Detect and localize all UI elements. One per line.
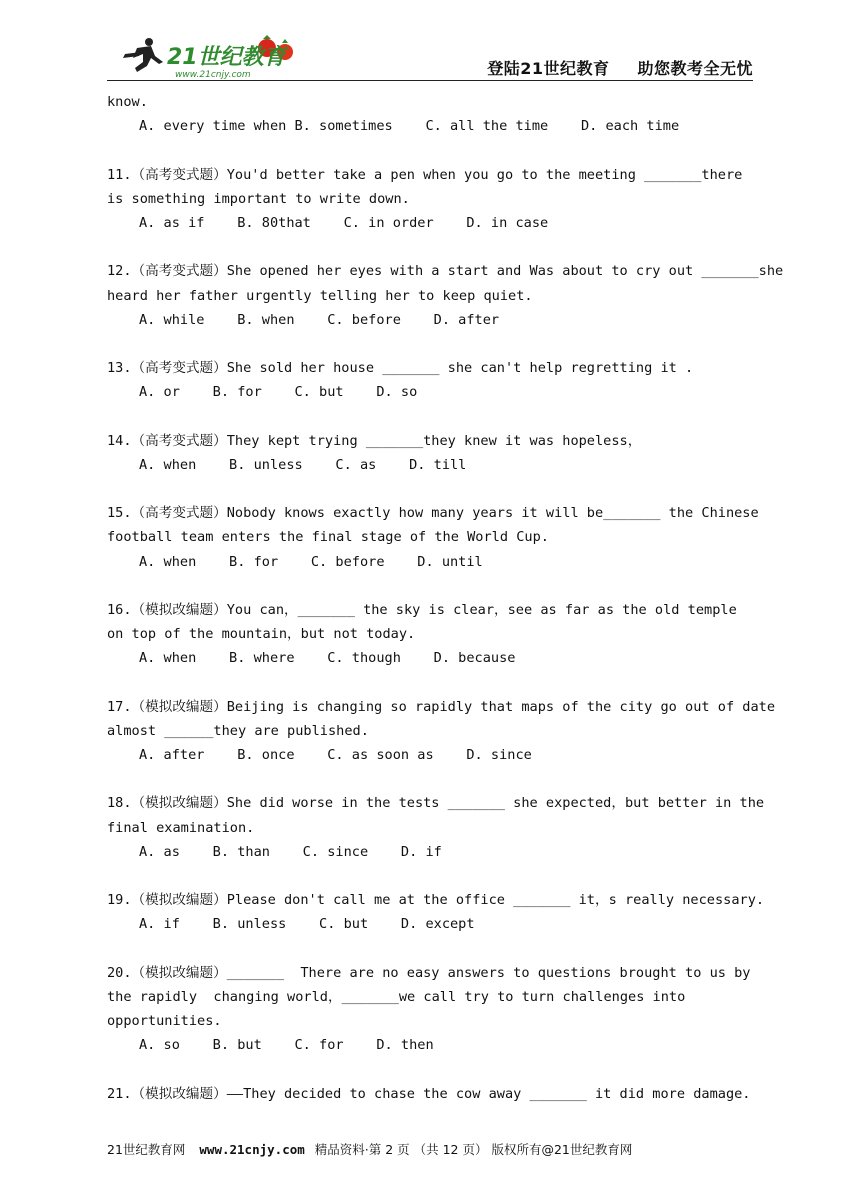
- footer-site: 21世纪教育网: [107, 1142, 186, 1157]
- logo-text: 21世纪教育: [167, 45, 286, 70]
- slogan-left: 登陆21世纪教育: [487, 59, 610, 78]
- question-options: A. when B. unless C. as D. till: [139, 456, 467, 473]
- question-options: A. when B. where C. though D. because: [139, 650, 516, 667]
- question-text: football team enters the final stage of the World Cup.: [107, 529, 549, 546]
- question-list: [107, 90, 784, 1106]
- question-options: A. or B. for C. but D. so: [139, 384, 418, 401]
- slogan-right: 助您教考全无忧: [637, 59, 753, 78]
- question-options: A. when B. for C. before D. until: [139, 553, 483, 570]
- page-header: [107, 30, 753, 82]
- question-text: 19.（模拟改编题）Please don't call me at the office _______ it，s really necessary.: [107, 892, 765, 909]
- question-options: A. if B. unless C. but D. except: [139, 916, 475, 933]
- question-text: 14.（高考变式题）They kept trying _______they knew it was hopeless，: [107, 432, 642, 449]
- page-footer: [107, 1140, 753, 1158]
- question-text: almost ______they are published.: [107, 722, 369, 739]
- question-text: is something important to write down.: [107, 190, 410, 207]
- question-text: 16.（模拟改编题）You can，_______ the sky is clear，see as far as the old temple: [107, 601, 737, 618]
- logo: [107, 32, 307, 80]
- footer-url[interactable]: www.21cnjy.com: [199, 1142, 305, 1157]
- question-10: [107, 90, 753, 138]
- question-options: A. after B. once C. as soon as D. since: [139, 747, 532, 764]
- question-options: A. as B. than C. since D. if: [139, 843, 442, 860]
- question-15: [107, 501, 759, 574]
- footer-page-info: 精品资料·第 2 页 （共 12 页） 版权所有@21世纪教育网: [314, 1142, 633, 1157]
- question-text: know.: [107, 94, 148, 110]
- question-16: [107, 598, 753, 671]
- question-text: heard her father urgently telling her to keep quiet.: [107, 287, 533, 304]
- header-slogan: [487, 56, 753, 79]
- question-13: [107, 356, 753, 404]
- question-text: opportunities.: [107, 1013, 222, 1030]
- question-text: 18.（模拟改编题）She did worse in the tests _______ she expected，but better in the: [107, 795, 765, 812]
- question-text: final examination.: [107, 819, 255, 836]
- header-divider: [107, 80, 753, 81]
- question-12: [107, 259, 784, 332]
- question-options: A. while B. when C. before D. after: [139, 311, 500, 328]
- question-text: 13.（高考变式题）She sold her house _______ she can't help regretting it .: [107, 360, 694, 377]
- question-18: [107, 791, 765, 864]
- question-17: [107, 695, 776, 768]
- question-text: 11.（高考变式题）You'd better take a pen when you go to the meeting _______there: [107, 166, 743, 183]
- question-20: [107, 961, 753, 1058]
- question-text: 21.（模拟改编题）——They decided to chase the cow away _______ it did more damage.: [107, 1085, 751, 1102]
- runner-icon: [123, 38, 163, 72]
- question-text: 12.（高考变式题）She opened her eyes with a start and Was about to cry out _______she: [107, 263, 784, 280]
- question-19: [107, 888, 765, 936]
- question-21: [107, 1082, 753, 1106]
- question-options: A. so B. but C. for D. then: [139, 1037, 434, 1054]
- question-text: 15.（高考变式题）Nobody knows exactly how many years it will be_______ the Chinese: [107, 505, 759, 522]
- question-options: A. every time when B. sometimes C. all the time D. each time: [139, 118, 680, 135]
- question-11: [107, 163, 753, 236]
- question-options: A. as if B. 80that C. in order D. in case: [139, 214, 549, 231]
- question-text: on top of the mountain，but not today.: [107, 626, 416, 643]
- question-text: 20.（模拟改编题）_______ There are no easy answers to questions brought to us by: [107, 964, 751, 981]
- logo-subtext: www.21cnjy.com: [175, 70, 251, 80]
- question-text: the rapidly changing world，_______we call try to turn challenges into: [107, 988, 686, 1005]
- question-text: 17.（模拟改编题）Beijing is changing so rapidly that maps of the city go out of date: [107, 698, 776, 715]
- question-14: [107, 429, 753, 477]
